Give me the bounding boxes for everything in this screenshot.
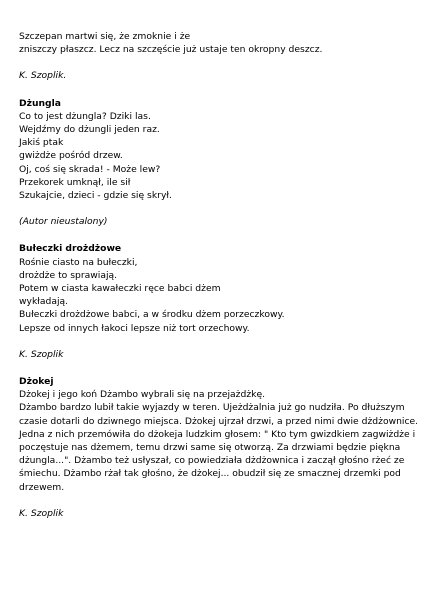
poem-buleczki (19, 242, 411, 361)
poem-line: Oj, coś się skrada! - Może lew? (19, 163, 161, 175)
poem-title: Bułeczki drożdżowe (19, 243, 122, 255)
poem-line: Przekorek umknął, ile sił (19, 176, 131, 188)
story-line: drzewem. (19, 481, 65, 493)
story-author: K. Szoplik (19, 507, 64, 519)
story-line: śmiechu. Dżambo rżał tak głośno, że dżokej... obudził się ze smacznej drzemki pod (19, 468, 401, 480)
poem-line: Rośnie ciasto na bułeczki, (19, 256, 138, 268)
intro-author: K. Szoplik. (19, 70, 67, 82)
poem-line: Lepsze od innych łakoci lepsze niż tort orzechowy. (19, 322, 250, 334)
poem-line: wykładają. (19, 296, 69, 308)
story-dzokej (19, 375, 419, 520)
poem-line: Co to jest dżungla? Dziki las. (19, 110, 151, 122)
story-line: poczęstuje nas dżemem, temu drzwi same się otworzą. Za drzwiami będzie piękna (19, 442, 401, 454)
story-line: Dżokej i jego koń Dżambo wybrali się na przejażdżkę. (19, 389, 266, 401)
poem-line: Potem w ciasta kawałeczki ręce babci dżem (19, 283, 221, 295)
poem-line: Bułeczki drożdżowe babci, a w środku dżem porzeczkowy. (19, 309, 285, 321)
poem-title: Dżungla (19, 97, 61, 109)
poem-line: Jakiś ptak (19, 137, 64, 149)
poem-author: (Autor nieustalony) (19, 216, 108, 228)
story-line: dżungla...". Dżambo też usłyszał, co powiedziała dżdżownica i zaczął głośno rżeć ze (19, 455, 405, 467)
document-page (19, 30, 419, 520)
story-title: Dżokej (19, 376, 54, 388)
story-line: Jedna z nich przemówiła do dżokeja ludzkim głosem: " Kto tym gwizdkiem zagwiżdże i (19, 428, 416, 440)
poem-line: Wejdźmy do dżungli jeden raz. (19, 124, 160, 136)
intro-line: zniszczy płaszcz. Lecz na szczęście już ustaje ten okropny deszcz. (19, 44, 323, 56)
poem-line: Szukajcie, dzieci - gdzie się skrył. (19, 190, 172, 202)
poem-line: drożdże to sprawiają. (19, 269, 118, 281)
intro-section (19, 30, 411, 83)
story-line: Dżambo bardzo lubił takie wyjazdy w teren. Ujeżdżalnia już go nudziła. Po dłuższym (19, 402, 405, 414)
poem-dzungla (19, 97, 411, 229)
intro-line: Szczepan martwi się, że zmoknie i że (19, 31, 191, 42)
poem-author: K. Szoplik (19, 348, 64, 360)
story-line: czasie dotarli do dziwnego miejsca. Dżokej ujrzał drzwi, a przed nimi dwie dżdżownice. (19, 415, 419, 427)
poem-line: gwiżdże pośród drzew. (19, 150, 123, 162)
